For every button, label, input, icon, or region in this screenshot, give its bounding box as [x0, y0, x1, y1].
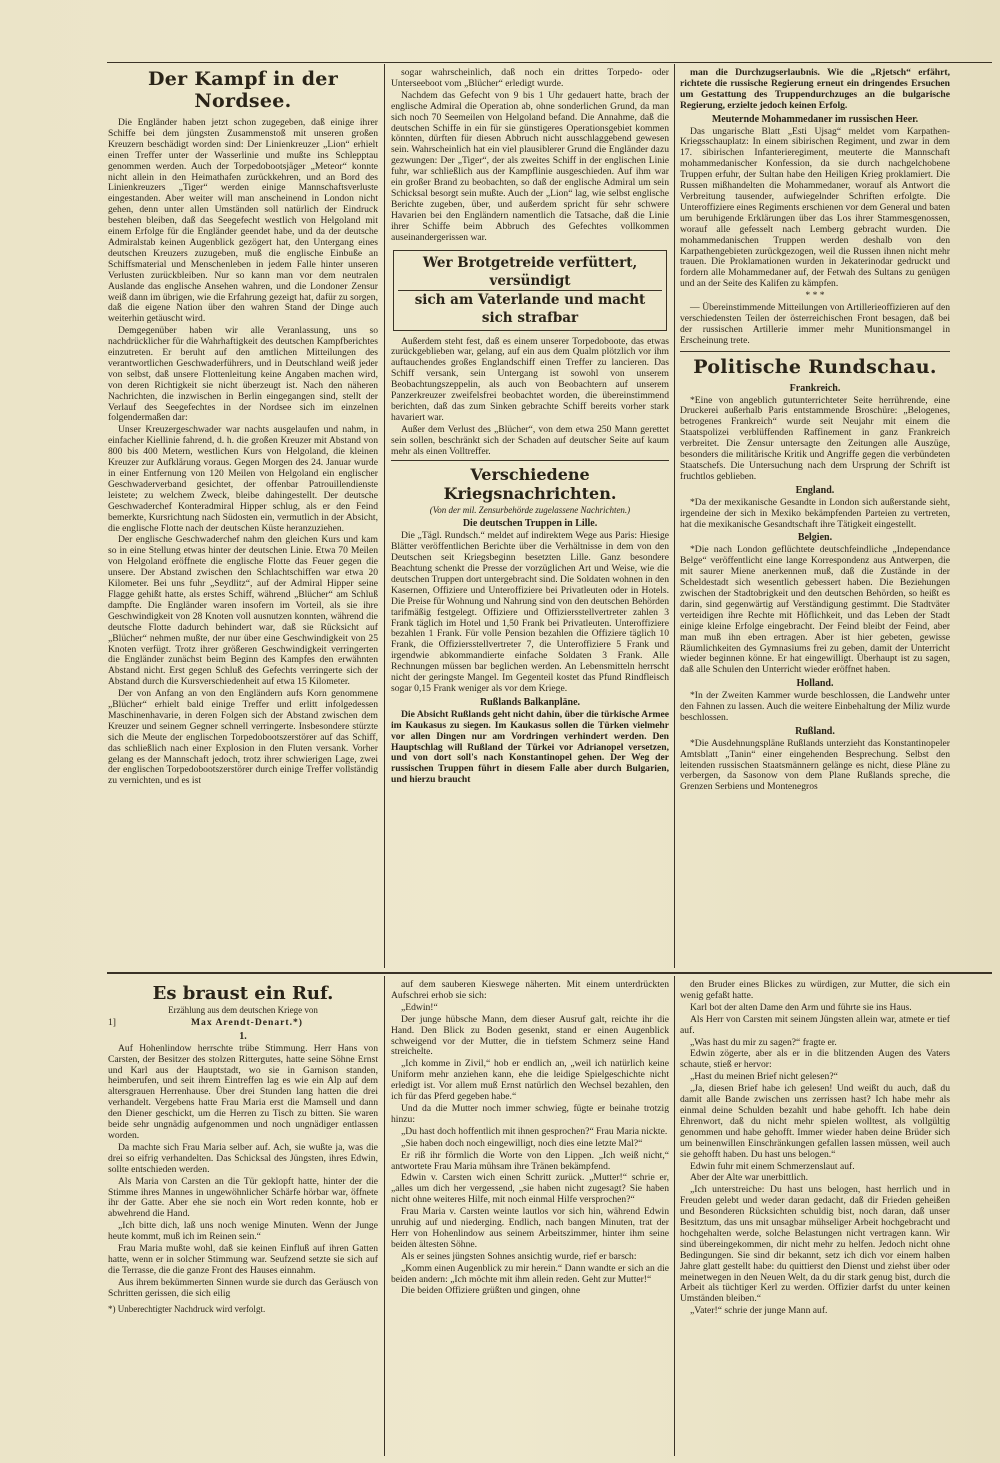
- feuilleton-rule: [107, 972, 992, 974]
- paragraph: Das ungarische Blatt „Esti Ujsag“ meldet vom Karpathen-Kriegsschauplatz: In einem sibirischen Regiment, und zwar in dem 17. sibirischen Infanterieregiment, meuterte die Mannschaft mohammedanischer Konfession, da sie durch nachgelchobene Truppen erfuhr, der Sultan habe den Heiligen Krieg proklamiert. Die Russen mißhandelten die Mohammedaner, worauf als Antwort die Verbreitung tausender, aufwiegelnder Schriften erfolgte. Die Unteroffiziere eines Regiments erschienen vor dem General und baten um beruhigende Erklärungen über das Los ihrer Stammesgenossen, worauf alle gefesselt nach Lemberg gebracht wurden. Die mohammedanischen Truppen werden deshalb von den Karpathengebieten zurückgezogen, weil die Russen ihnen nicht mehr trauen. Die Proklamationen wurden in Jekaterinodar gedruckt und fordern alle Mohammedaner auf, der Fetwah des Sultans zu genügen und an der Seite des Kalifen zu kämpfen.: [680, 125, 950, 290]
- story-body-1: [108, 1044, 378, 1300]
- paragraph: *Die nach London geflüchtete deutschfeindliche „Independance Belge“ veröffentlicht eine lange Korrespondenz aus Antwerpen, die mit saurer Miene anerkennen muß, daß die Zustände in der Scheldestadt sich wesentlich gebessert haben. Die Beziehungen zwischen der Stadtobrigkeit und den deutschen Behörden, so heißt es darin, sind gegenwärtig auf Verständigung gestimmt. Die Stadtväter verteidigen ihre Rechte mit Höflichkeit, und das Leben der Stadt einige kleine Erfolge eingebracht. Der Feind bleibt der Feind, aber man muß ihn eben ertragen. Aber ist hier gebeten, gewisse Räumlichkeiten des Gymnasiums frei zu geben, damit der Unterricht wieder beginnen könne. Er hat eingewilligt. Überhaupt ist zu sagen, daß alle Schulen den Unterricht wieder eröffnet haben.: [680, 544, 950, 676]
- paragraph: Demgegenüber haben wir alle Veranlassung, uns so nachdrücklicher für die Wahrhaftigkeit des deutschen Kampfberichtes einzutreten. Er beruht auf den amtlichen Mitteilungen des verantwortlichen Geschwaderführers, und in Deutschland weiß jeder von selbst, daß unsere Flottenleitung keine Angaben machen wird, von deren Richtigkeit sie nicht überzeugt ist. Nach den näheren Nachrichten, die inzwischen in Berlin eingegangen sind, stellt der Verlauf des Seegefechtes in der Nordsee sich im einzelnen folgendermaßen dar:: [108, 325, 378, 424]
- notice-line-2: sich am Vaterlande und macht sich strafbar: [398, 290, 662, 327]
- paragraph: Da machte sich Frau Maria selber auf. Ach, sie wußte ja, was die drei so eifrig verhandelten. Das Schicksal des Jüngsten, ihres Edwin, sollte entschieden werden.: [108, 1141, 378, 1175]
- article-body-torpedo: [391, 337, 669, 458]
- article-body-holland: [680, 691, 950, 724]
- paragraph: Edwin zögerte, aber als er in die blitzenden Augen des Vaters schaute, stieß er hervor:: [680, 1048, 950, 1071]
- paragraph: den Bruder eines Blickes zu würdigen, zur Mutter, die sich ein wenig gefaßt hatte.: [680, 980, 950, 1001]
- article-body-belgien: [680, 545, 950, 676]
- story-chapter: 1.: [239, 1030, 247, 1042]
- story-column-2: [391, 980, 669, 1450]
- section-rule: [391, 460, 669, 461]
- paragraph: Auf Hohenlindow herrschte trübe Stimmung. Herr Hans von Carsten, der Besitzer des stolzen Rittergutes, hatte seine Söhne Ernst und Karl aus der Hauptstadt, wo sie in Garnison standen, heimberufen, und seit ihrem Eintreffen lag es wie ein Alp auf dem altersgrauen Herrenhause. Über drei Stunden lang hatten die drei verhandelt. Vergebens hatte Frau Maria erst die Mamsell und dann den Diener geschickt, um die Herren zu Tisch zu bitten. Sie waren beide sehr ungnädig aufgenommen und noch ungnädiger entlassen worden.: [108, 1042, 378, 1141]
- column-divider-2: [674, 64, 675, 968]
- subheading-lille: Die deutschen Truppen in Lille.: [462, 518, 598, 530]
- paragraph: auf dem sauberen Kieswege näherten. Mit einem unterdrückten Aufschrei erhob sie sich:: [391, 980, 669, 1001]
- story-installment-number: 1]: [108, 1016, 116, 1028]
- article-body-frankreich: [680, 396, 950, 483]
- paragraph: sogar wahrscheinlich, daß noch ein drittes Torpedo- oder Unterseeboot vom „Blücher“ erledigt wurde.: [391, 68, 669, 89]
- paragraph: Aus ihrem bekümmerten Sinnen wurde sie durch das Geräusch von Schritten gerissen, die sich eilig: [108, 1276, 378, 1299]
- paragraph: „Vater!“ schrie der junge Mann auf.: [690, 1305, 828, 1317]
- paragraph: Die Engländer haben jetzt schon zugegeben, daß einige ihrer Schiffe bei dem jüngsten Zusammenstoß mit unseren großen Kreuzern beschädigt worden sind: Der Linienkreuzer „Lion“ erhielt einen Treffer unter der Wasserlinie und mußte ins Schlepptau genommen werden. Auch der Torpedobootsjäger „Meteor“ konnte nicht allein in den Heimathafen zurückkehren, und an Bord des Linienkreuzers „Tiger“ werden einige Mannschaftsverluste eingestanden. Aber weiter will man anscheinend in London nicht gehen, denn unter allen Umständen soll natürlich der Eindruck bestehen bleiben, daß das Seegefecht westlich von Helgoland mit einem Erfolge für die Engländer geendet habe, und da der deutsche Admiralstab keinen Augenblick gezögert hat, den Untergang eines deutschen Kreuzers zuzugeben, muß die englische Einbuße an Schiffsmaterial und Menschenleben in jedem Falle hinter unseren Verlusten zurückbleiben. Nur so kann man vor dem neutralen Auslande das englische Ansehen wahren, und die Londoner Zensur weiß dann im übrigen, wie die Erfahrung gezeigt hat, dafür zu sorgen, daß die eigene Nation über den wahren Stand der Dinge auch weiterhin getäuscht wird.: [108, 117, 378, 325]
- paragraph: Außerdem steht fest, daß es einem unserer Torpedoboote, das etwas zurückgeblieben war, gelang, auf ein aus dem Qualm plötzlich vor ihm auftauchendes großes Englandschiff einen Treffer zu lancieren. Das Schiff versank, sein Untergang ist sowohl von unserem Beobachtungszeppelin, als auch von Beobachtern auf unserem Panzerkreuzer zweifelsfrei beobachtet worden, die übereinstimmend berichten, daß das zum Sinken gebrachte Schiff bereits vorher stark havariert war.: [391, 335, 669, 423]
- story-column-1: [108, 980, 378, 1450]
- article-title-nordsee: Der Kampf in der Nordsee.: [147, 68, 339, 112]
- notice-box-brotgetreide: [393, 250, 667, 331]
- column-kriegsnachrichten: [391, 68, 669, 968]
- story-body-3: [680, 980, 950, 1317]
- paragraph: Die „Tägl. Rundsch.“ meldet auf indirektem Wege aus Paris: Hiesige Blätter veröffentlichen Berichte über die Verhältnisse in dem von den Deutschen seit Kriegsbeginn besetzten Lille. Ganz besondere Beachtung schenkt die Presse der vorzüglichen Art und Weise, wie die deutschen Truppen dort untergebracht sind. Die Soldaten wohnen in den Kasernen, Offiziere und Unteroffiziere bei Privatleuten oder in Hotels. Die Preise für Wohnung und Nahrung sind von den deutschen Behörden tarifmäßig festgelegt. Offiziere und Offiziersstellvertreter zahlen 3 Frank täglich im Hotel und 1,50 Frank bei Privatleuten. Unteroffiziere bezahlen 1 Frank. Für volle Pension bezahlen die Offiziere täglich 10 Frank, die Offiziersstellvertreter 7, die Unteroffiziere 5 Frank und irgendwie abkommandierte einfache Soldaten 3 Frank. Alle Rechnungen müssen bar beglichen werden. An Lebensmitteln herrscht nicht der geringste Mangel. Im Gegenteil kostet das Pfund Rindfleisch sogar 0,15 Frank weniger als vor dem Kriege.: [391, 530, 669, 694]
- paragraph: *Eine von angeblich gutunterrichteter Seite herrührende, eine Druckerei außerhalb Paris entstammende Broschüre: „Belogenes, betrogenes Frankreich“ wurde seit Neujahr mit einem die Staatspolizei verblüffenden Raffinement in ganz Frankreich verbreitet. Die Zensur untersagte den Zeitungen alle Auszüge, besonders die militärische Kritik und Angriffe gegen die verbündeten Staatschefs. Die Untersuchung nach dem Ursprung der Schrift ist fruchtlos geblieben.: [680, 394, 950, 482]
- paragraph: Aber der Alte war unerbittlich.: [690, 1172, 809, 1184]
- story-body-2: [391, 980, 669, 1297]
- paragraph: Der englische Geschwaderchef nahm den gleichen Kurs und kam so in eine Stellung etwas hinter der deutschen Linie. Etwa 70 Meilen von Helgoland eröffnete die englische Flotte das Feuer gegen die unsere. Der Abstand zwischen den Schlachtschiffen war etwa 20 Kilometer. Bei uns fuhr „Seydlitz“, auf der Admiral Hipper seine Flagge gehißt hatte, als erstes Schiff, während „Blücher“ am Schluß dampfte. Die Engländer waren insofern im Vorteil, als sie ihre Geschwindigkeit von 28 Knoten voll ausnutzen konnten, während die deutsche Flotte dadurch behindert war, daß sie Rücksicht auf „Blücher“ nehmen mußte, der nur über eine Geschwindigkeit von 25 Knoten verfügt. Trotz ihrer größeren Geschwindigkeit verringerten die Engländer zunächst beim Beginn des Kampfes den erwähnten Abstand nicht. Erst gegen Schluß des Gefechts verringerte sich der Abstand durch die Kursverschiedenheit auf etwa 15 Kilometer.: [108, 534, 378, 688]
- subheading-holland: Holland.: [796, 678, 834, 690]
- paragraph: Er riß ihr förmlich die Worte von den Lippen. „Ich weiß nicht,“ antwortete Frau Maria mühsam ihre Tränen bekämpfend.: [391, 1149, 669, 1172]
- notice-line-1: Wer Brotgetreide verfüttert, versündigt: [422, 254, 638, 289]
- paragraph: „Was hast du mir zu sagen?“ fragte er.: [690, 1036, 837, 1048]
- article-body-nordsee: [108, 118, 378, 787]
- paragraph: Der junge hübsche Mann, dem dieser Ausruf galt, reichte ihr die Hand. Den Blick zu Boden gesenkt, stand er einen Augenblick schweigend vor der Mutter, die in tiefstem Schmerz seine Hand streichelte.: [391, 1013, 669, 1058]
- story-subtitle: Erzählung aus dem deutschen Kriege von: [168, 1005, 318, 1015]
- paragraph: — Übereinstimmende Mitteilungen von Artillerieoffizieren auf den verschiedensten Teilen der österreichischen Front besagen, daß bei der russischen Artillerie immer mehr Munitionsmangel in Erscheinung trete.: [680, 302, 950, 346]
- paragraph: Als Maria von Carsten an die Tür geklopft hatte, hinter der die Stimme ihres Mannes in ungewöhnlicher Schärfe hörbar war, öffnete ihr der Gatte. Aber ehe sie noch ein Wort reden konnte, hob er abwehrend die Hand.: [108, 1175, 378, 1220]
- paragraph: *In der Zweiten Kammer wurde beschlossen, die Landwehr unter den Fahnen zu lassen. Auch die weitere Einbehaltung der Miliz wurde beschlossen.: [680, 690, 950, 723]
- paragraph: Edwin v. Carsten wich einen Schritt zurück. „Mutter!“ schrie er, „alles um dich her vergessend, „sie haben nicht zugesagt? Sie haben nicht ohne weiteres Hilfe, mit noch einmal Hilfe versprochen?“: [391, 1172, 669, 1206]
- story-title: Es braust ein Ruf.: [152, 983, 334, 1004]
- paragraph: Die beiden Offiziere grüßten und gingen, ohne: [401, 1285, 581, 1297]
- paragraph: *Die Ausdehnungspläne Rußlands unterzieht das Konstantinopeler Amtsblatt „Tanin“ einer eingehenden Besprechung. Selbst den leitenden russischen Staatsmännern gelänge es nicht, diese Pläne zu verbergen, da Sasonow von dem Plane Rußlands spreche, die Grenzen Serbiens und Montenegros: [680, 737, 950, 793]
- paragraph: man die Durchzugserlaubnis. Wie die „Rjetsch“ erfährt, richtete die russische Regierung erneut ein dringendes Ersuchen um Gestattung des Truppendurchzuges an die bulgarische Regierung, erzielte jedoch keinen Erfolg.: [680, 68, 950, 111]
- subheading-frankreich: Frankreich.: [789, 382, 841, 394]
- article-body-england: [680, 498, 950, 531]
- subheading-russland: Rußland.: [795, 725, 835, 737]
- paragraph: „Hast du meinen Brief nicht gelesen?“: [690, 1071, 838, 1083]
- paragraph: „Edwin!“: [401, 1001, 438, 1013]
- paragraph: Unser Kreuzergeschwader war nachts ausgelaufen und nahm, in einfacher Kiellinie fahrend, d. h. die großen Kreuzer mit Abstand von 800 bis 400 Metern, westlichen Kurs von Helgoland, die kleinen Kreuzer zur Aufklärung voraus. Gegen Morgen des 24. Januar wurde in einer Entfernung von 120 Meilen von Helgoland ein englischer Geschwaderverband gesichtet, der offenbar Patrouillendienste leistete; zu welchem Zweck, bleibe dahingestellt. Der deutsche Geschwaderchef Konteradmiral Hipper schlug, als er den Feind bemerkte, Kursrichtung nach Südosten ein, vermutlich in der Absicht, die englische Flotte nach der deutschen Küste heranzuziehen.: [108, 424, 378, 534]
- article-body-russland: [680, 739, 950, 794]
- paragraph: Die Absicht Rußlands geht nicht dahin, über die türkische Armee im Kaukasus zu siegen. Im Kaukasus sollen die Türken vielmehr vor allen Dingen nur am Vordringen verhindert werden. Den Hauptschlag will Rußland der Türkei vor Adrianopel versetzen, und von dort soll's nach Konstantinopel gehen. Der Weg der russischen Truppen führt in diesem Falle aber durch Bulgarien, und hierzu braucht: [391, 708, 669, 786]
- paragraph: Nachdem das Gefecht von 9 bis 1 Uhr gedauert hatte, brach der englische Admiral die Operation ab, ohne sonderlichen Grund, da man sich noch 70 Seemeilen von Helgoland befand. Die Annahme, daß die deutschen Schiffe in ein für sie günstigeres Operationsgebiet kommen könnten, dürften für diesen Abbruch nicht ausschlaggebend gewesen sein. Wahrscheinlich hat ein viel plausiblerer Grund die Engländer dazu gezwungen: Der „Tiger“, der als zweites Schiff in der englischen Linie fuhr, war schließlich aus der Kampflinie ausgeschieden. Auf ihm war ein großer Brand zu beobachten, so daß der englische Admiral um sein Schicksal besorgt sein mußte. Auch der „Lion“ lag, wie selbst englische Berichte zugeben, über, und außerdem spricht für sehr schwere Havarien bei den Engländern namentlich die Tatsache, daß die Linie ihrer Schiffe beim Abbruch des Gefechtes vollkommen auseinandergerissen war.: [391, 89, 669, 243]
- paragraph: „Ich unterstreiche: Du hast uns belogen, hast herrlich und in Freuden gelebt und weder daran gedacht, daß dir Frieden geheißen und Besonderen Rücksichten schuldig bist, noch daran, daß unser Besitztum, das uns mit unsagbar mühseliger Arbeit hochgebracht und hochgehalten werde, solche Belastungen nicht vertragen kann. Wir sind übereingekommen, dir nicht mehr zu helfen. Jedoch nicht ohne Bedingungen. Sie sind dir bekannt, setz ich dich vor einem halben Jahre glatt gestellt habe: du quittierst den Dienst und ziehst über oder meinetwegen in den Neuen Welt, da du dir stark genug bist, durch die Arbeit als tüchtiger Kerl zu werden. Offizier darfst du unter keinen Umständen bleiben.“: [680, 1184, 950, 1305]
- paragraph: * * *: [805, 290, 825, 302]
- paragraph: *Da der mexikanische Gesandte in London sich außerstande sieht, irgendeine der sich in Mexiko bekämpfenden Parteien zu vertreten, hat die mexikanische Gesandtschaft ihre Tätigkeit eingestellt.: [680, 496, 950, 530]
- paragraph: Frau Maria mußte wohl, daß sie keinen Einfluß auf ihren Gatten hatte, wenn er in solcher Stimmung war. Seufzend setzte sie sich auf die Terrasse, die die ganze Front des Hauses einnahm.: [108, 1243, 378, 1276]
- paragraph: Außer dem Verlust des „Blücher“, von dem etwa 250 Mann gerettet sein sollen, beschränkt sich der Schaden auf deutscher Seite auf kaum mehr als einen Volltreffer.: [391, 423, 669, 457]
- article-body-balkanplaene: [391, 710, 669, 786]
- subheading-balkanplaene: Rußlands Balkanpläne.: [479, 696, 581, 708]
- paragraph: „Sie haben doch noch eingewilligt, noch dies eine letzte Mal?“: [401, 1137, 643, 1149]
- paragraph: Frau Maria v. Carsten weinte lautlos vor sich hin, während Edwin unruhig auf und niederging. Endlich, nach bangen Minuten, trat der Herr von Hohenlindow aus seinem Arbeitszimmer, hinter ihm seine beiden ältesten Söhne.: [391, 1206, 669, 1250]
- subheading-england: England.: [795, 484, 835, 496]
- paragraph: Als Herr von Carsten mit seinem Jüngsten allein war, atmete er tief auf.: [680, 1013, 950, 1036]
- section-subtitle: (Von der mil. Zensurbehörde zugelassene Nachrichten.): [429, 505, 631, 516]
- paragraph: „Komm einen Augenblick zu mir herein.“ Dann wandte er sich an die beiden andern: „Ich möchte mit ihm allein reden. Geht zur Mutter!“: [391, 1262, 669, 1285]
- article-body-lille: [391, 531, 669, 695]
- paragraph: „Ich bitte dich, laß uns noch wenige Minuten. Wenn der Junge heute kommt, muß ich im Reinen sein.“: [108, 1220, 378, 1243]
- paragraph: „Ich komme in Zivil,“ hob er endlich an, „weil ich natürlich keine Uniform mehr anziehen kann, ehe die leidige Spielgeschichte nicht erledigt ist. Vor allem muß Ernst natürlich den Wechsel bezahlen, den ich für das Pferd gegeben habe.“: [391, 1058, 669, 1103]
- column-nordsee: [108, 68, 378, 968]
- paragraph: „Du hast doch hoffentlich mit ihnen gesprochen?“ Frau Maria nickte.: [401, 1125, 668, 1137]
- story-divider-1: [384, 976, 385, 1456]
- story-divider-2: [674, 976, 675, 1456]
- paragraph: Edwin fuhr mit einem Schmerzenslaut auf.: [690, 1160, 855, 1172]
- section-title-rundschau: Politische Rundschau.: [693, 355, 937, 378]
- story-author: Max Arendt-Denart.*): [190, 1016, 303, 1028]
- column-rundschau: [680, 68, 950, 968]
- column-divider-1: [384, 64, 385, 968]
- article-continuation-nordsee: [391, 68, 669, 244]
- story-column-3: [680, 980, 950, 1450]
- article-continuation-balkan: [680, 68, 950, 112]
- paragraph: Und da die Mutter noch immer schwieg, fügte er beinahe trotzig hinzu:: [391, 1102, 669, 1125]
- section-rule-2: [680, 351, 950, 352]
- paragraph: Der von Anfang an von den Engländern aufs Korn genommene „Blücher“ erhielt bald einige Treffer und erlitt infolgedessen Maschinenhavarie, in deren Folgen sich der Abstand zwischen dem Kreuzer und seinem Gegner schnell verringerte. Insbesondere stürzte sich die Meute der englischen Torpedobootszerstörer auf das Schiff, das schließlich nach einer Explosion in den Fluten versank. Vorher gelang es der Mannschaft jedoch, trotz ihrer schwierigen Lage, zwei der englischen Torpedobootszerstörer durch einige Treffer vollständig zu vernichten, und es ist: [108, 688, 378, 787]
- paragraph: „Ja, diesen Brief habe ich gelesen! Und weißt du auch, daß du damit alle Bande zwischen uns zerrissen hast? Ich habe mehr als einmal deine Schulden bezahlt und habe gehofft. Ich habe dein Ehrenwort, daß du nicht mehr spielen wolltest, als vollgültig genommen und habe gehofft. Immer wieder haben deine Brüder sich um beinenwillen Einschränkungen gefallen lassen müssen, weil auch sie gehofft haben. Du hast uns belogen.“: [680, 1083, 950, 1160]
- section-title-kriegsnachrichten: Verschiedene Kriegsnachrichten.: [443, 465, 617, 504]
- subheading-belgien: Belgien.: [797, 532, 833, 544]
- paragraph: Als er seines jüngsten Sohnes ansichtig wurde, rief er barsch:: [401, 1250, 637, 1262]
- top-rule: [107, 62, 992, 63]
- article-body-mohammedaner: [680, 127, 950, 347]
- paragraph: Karl bot der alten Dame den Arm und führte sie ins Haus.: [690, 1001, 912, 1013]
- story-footnote: *) Unberechtigter Nachdruck wird verfolgt.: [108, 1303, 266, 1314]
- subheading-mohammedaner: Meuternde Mohammedaner im russischen Heer.: [711, 113, 919, 125]
